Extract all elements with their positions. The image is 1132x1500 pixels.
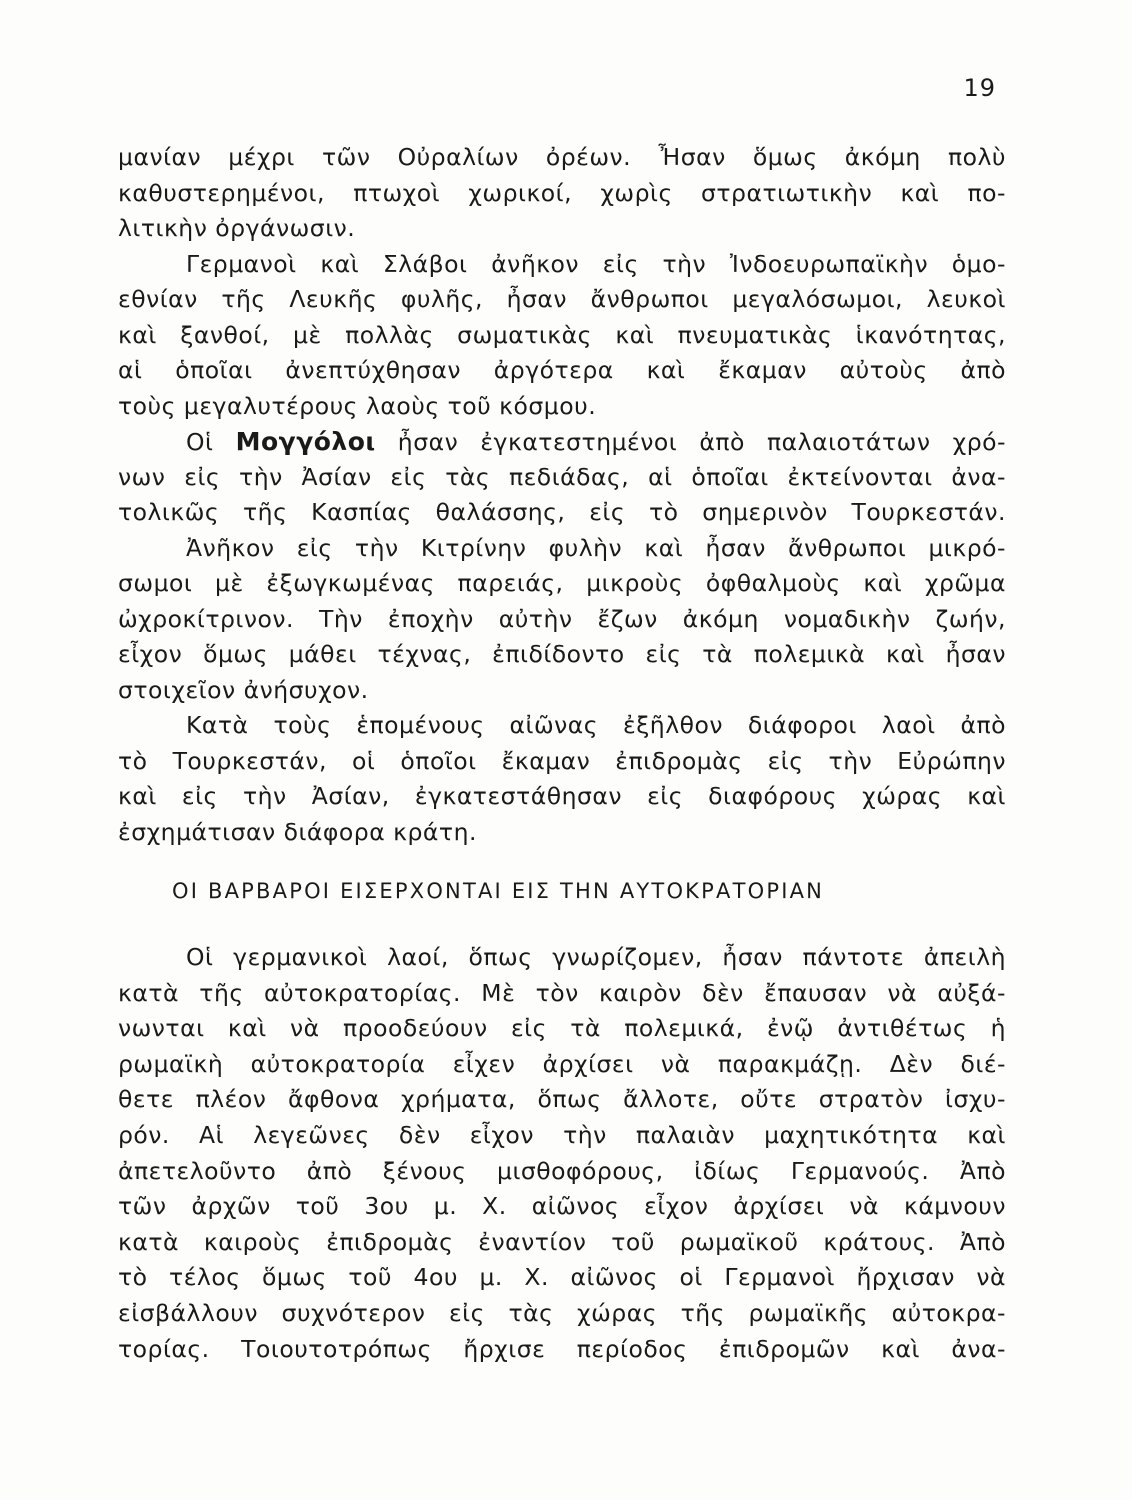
text-line: Οἱ γερμανικοὶ λαοί, ὅπως γνωρίζομεν, ἦσαν πάντοτε ἀπειλὴ — [186, 943, 1006, 971]
emphasized-name: Μογγόλοι — [235, 427, 376, 456]
text-line: κατὰ καιροὺς ἐπιδρομὰς ἐναντίον τοῦ ρωμαϊκοῦ κράτους. Ἀπὸ — [118, 1227, 1006, 1256]
body-text-section-1 — [118, 140, 1006, 850]
text-line: ρόν. Αἱ λεγεῶνες δὲν εἶχον τὴν παλαιὰν μαχητικότητα καὶ — [118, 1120, 1006, 1149]
text-line: τορίας. Τοιουτοτρόπως ἤρχισε περίοδος ἐπιδρομῶν καὶ ἀνα- — [118, 1334, 1006, 1363]
text-line: εἶχον ὅμως μάθει τέχνας, ἐπιδίδοντο εἰς τὰ πολεμικὰ καὶ ἦσαν — [118, 640, 1006, 668]
text-line: Ἀνῆκον εἰς τὴν Κιτρίνην φυλὴν καὶ ἦσαν ἄνθρωποι μικρό- — [186, 533, 1006, 562]
text-line: ὠχροκίτρινον. Τὴν ἐποχὴν αὐτὴν ἔζων ἀκόμη νομαδικὴν ζωήν, — [118, 604, 1006, 633]
text-line: καὶ εἰς τὴν Ἀσίαν, ἐγκατεστάθησαν εἰς διαφόρους χώρας καὶ — [118, 782, 1006, 810]
text-line: σωμοι μὲ ἐξωγκωμένας παρειάς, μικροὺς ὀφθαλμοὺς καὶ χρῶμα — [118, 569, 1006, 597]
text-line: Γερμανοὶ καὶ Σλάβοι ἀνῆκον εἰς τὴν Ἰνδοευρωπαϊκὴν ὁμο- — [186, 249, 1006, 278]
text-line-mongols — [118, 424, 1006, 460]
text-line: εθνίαν τῆς Λευκῆς φυλῆς, ἦσαν ἄνθρωποι μεγαλόσωμοι, λευκοὶ — [118, 285, 1006, 313]
body-text-section-2 — [118, 940, 1006, 1367]
text-line: ἐσχημάτισαν διάφορα κράτη. — [118, 817, 477, 846]
text-line: καὶ ξανθοί, μὲ πολλὰς σωματικὰς καὶ πνευματικὰς ἱκανότητας, — [118, 320, 1006, 349]
text-line: στοιχεῖον ἀνήσυχον. — [118, 675, 369, 704]
text-line: αἱ ὁποῖαι ἀνεπτύχθησαν ἀργότερα καὶ ἔκαμαν αὐτοὺς ἀπὸ — [118, 356, 1006, 384]
text-line: τῶν ἀρχῶν τοῦ 3ου μ. Χ. αἰῶνος εἶχον ἀρχίσει νὰ κάμνουν — [118, 1192, 1006, 1221]
text-line: τολικῶς τῆς Κασπίας θαλάσσης, εἰς τὸ σημερινὸν Τουρκεστάν. — [118, 498, 1006, 526]
text-line: τὸ Τουρκεστάν, οἱ ὁποῖοι ἔκαμαν ἐπιδρομὰς εἰς τὴν Εὐρώπην — [118, 746, 1006, 775]
text-line: καθυστερημένοι, πτωχοὶ χωρικοί, χωρὶς στρατιωτικὴν καὶ πο- — [118, 178, 1006, 207]
text-rest: ἦσαν ἐγκατεστημένοι ἀπὸ παλαιοτάτων χρό- — [375, 428, 1006, 456]
page-number: 19 — [963, 74, 996, 102]
text-line: νων εἰς τὴν Ἀσίαν εἰς τὰς πεδιάδας, αἱ ὁποῖαι ἐκτείνονται ἀνα- — [118, 462, 1006, 491]
text-line: Κατὰ τοὺς ἑπομένους αἰῶνας ἐξῆλθον διάφοροι λαοὶ ἀπὸ — [186, 711, 1006, 739]
text-line: ρωμαϊκὴ αὐτοκρατορία εἶχεν ἀρχίσει νὰ παρακμάζῃ. Δὲν διέ- — [118, 1049, 1006, 1078]
section-heading: ΟΙ ΒΑΡΒΑΡΟΙ ΕΙΣΕΡΧΟΝΤΑΙ ΕΙΣ ΤΗΝ ΑΥΤΟΚΡΑΤΟΡΙΑΝ — [172, 879, 825, 903]
text-prefix: Οἱ — [186, 428, 236, 456]
text-line: τοὺς μεγαλυτέρους λαοὺς τοῦ κόσμου. — [118, 391, 597, 420]
text-line: λιτικὴν ὀργάνωσιν. — [118, 214, 356, 242]
text-line: τὸ τέλος ὅμως τοῦ 4ου μ. Χ. αἰῶνος οἱ Γερμανοὶ ἤρχισαν νὰ — [118, 1263, 1006, 1292]
text-line: νωνται καὶ νὰ προοδεύουν εἰς τὰ πολεμικά, ἐνῷ ἀντιθέτως ἡ — [118, 1014, 1006, 1043]
text-line: κατὰ τῆς αὐτοκρατορίας. Μὲ τὸν καιρὸν δὲν ἔπαυσαν νὰ αὐξά- — [118, 978, 1006, 1007]
text-line: εἰσβάλλουν συχνότερον εἰς τὰς χώρας τῆς ρωμαϊκῆς αὐτοκρα- — [118, 1298, 1006, 1327]
text-line: θετε πλέον ἄφθονα χρήματα, ὅπως ἄλλοτε, οὔτε στρατὸν ἰσχυ- — [118, 1085, 1006, 1114]
text-line: μανίαν μέχρι τῶν Οὐραλίων ὀρέων. Ἦσαν ὅμως ἀκόμη πολὺ — [118, 143, 1006, 171]
text-line: ἀπετελοῦντο ἀπὸ ξένους μισθοφόρους, ἰδίως Γερμανούς. Ἀπὸ — [118, 1156, 1006, 1185]
